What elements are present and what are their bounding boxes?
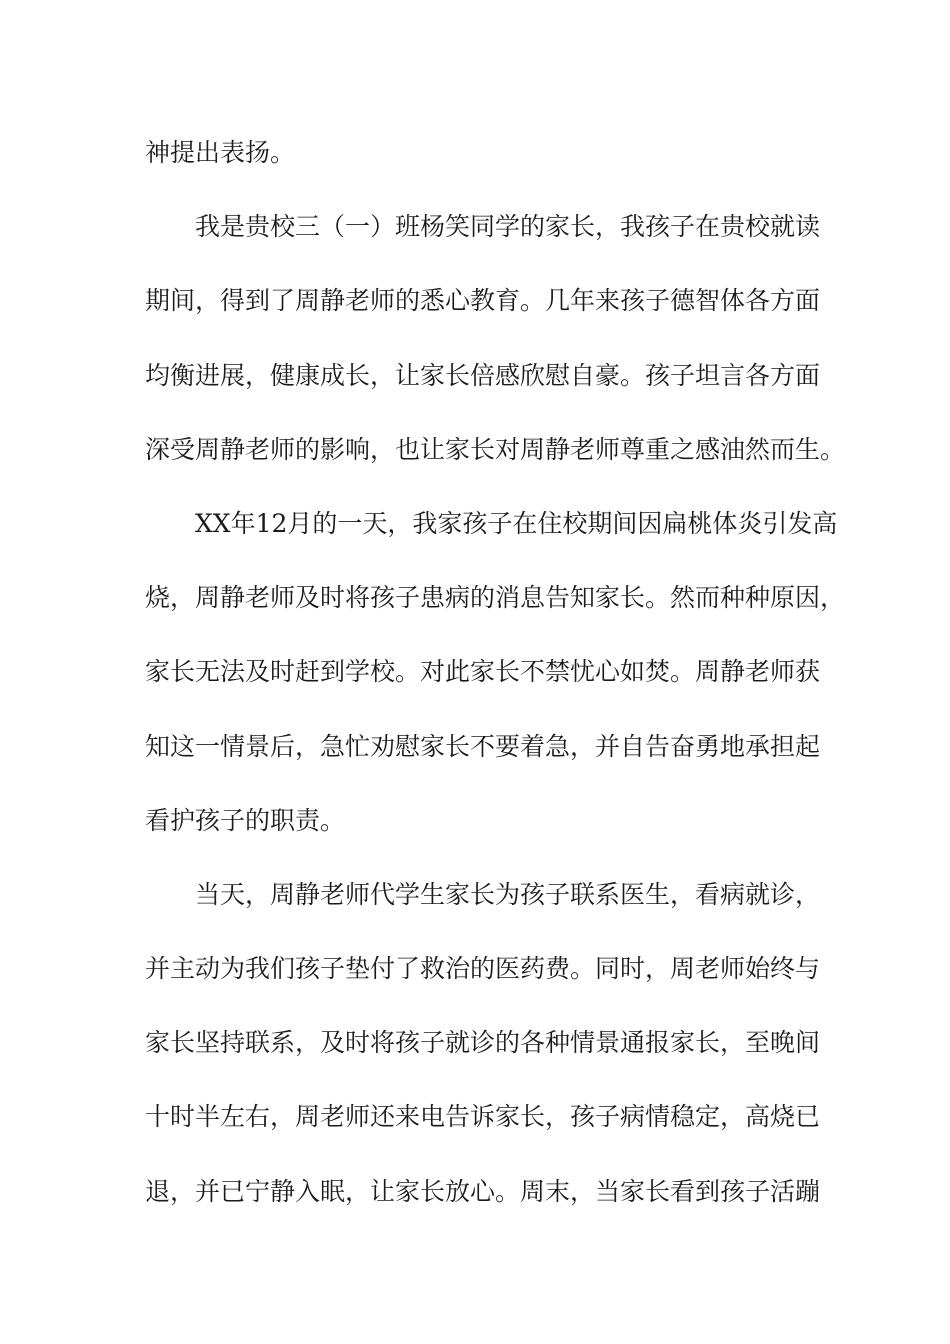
text-line-3: 期间，得到了周静老师的悉心教育。几年来孩子德智体各方面 (145, 286, 821, 316)
text-line-1: 神提出表扬。 (145, 138, 296, 167)
text-line-4: 均衡进展，健康成长，让家长倍感欣慰自豪。孩子坦言各方面 (145, 360, 821, 390)
text-line-7: 烧，周静老师及时将孩子患病的消息告知家长。然而种种原因， (145, 583, 846, 613)
text-line-5: 深受周静老师的影响，也让家长对周静老师尊重之感油然而生。 (145, 434, 846, 464)
text-line-6: XX年12月的一天，我家孩子在住校期间因扁桃体炎引发高 (195, 508, 838, 538)
text-line-13: 家长坚持联系，及时将孩子就诊的各种情景通报家长，至晚间 (145, 1028, 821, 1058)
document-body (145, 128, 846, 1241)
text-line-12: 并主动为我们孩子垫付了救治的医药费。同时，周老师始终与 (145, 954, 821, 984)
text-line-11: 当天，周静老师代学生家长为孩子联系医生，看病就诊， (195, 879, 821, 909)
text-line-10: 看护孩子的职责。 (145, 805, 346, 835)
text-line-14: 十时半左右，周老师还来电告诉家长，孩子病情稳定，高烧已 (145, 1102, 821, 1132)
text-line-9: 知这一情景后，急忙劝慰家长不要着急，并自告奋勇地承担起 (145, 731, 821, 761)
text-line-8: 家长无法及时赶到学校。对此家长不禁忧心如焚。周静老师获 (145, 657, 821, 687)
text-line-15: 退，并已宁静入眠，让家长放心。周末，当家长看到孩子活蹦 (145, 1176, 821, 1206)
text-line-2: 我是贵校三（一）班杨笑同学的家长，我孩子在贵校就读 (195, 212, 821, 242)
